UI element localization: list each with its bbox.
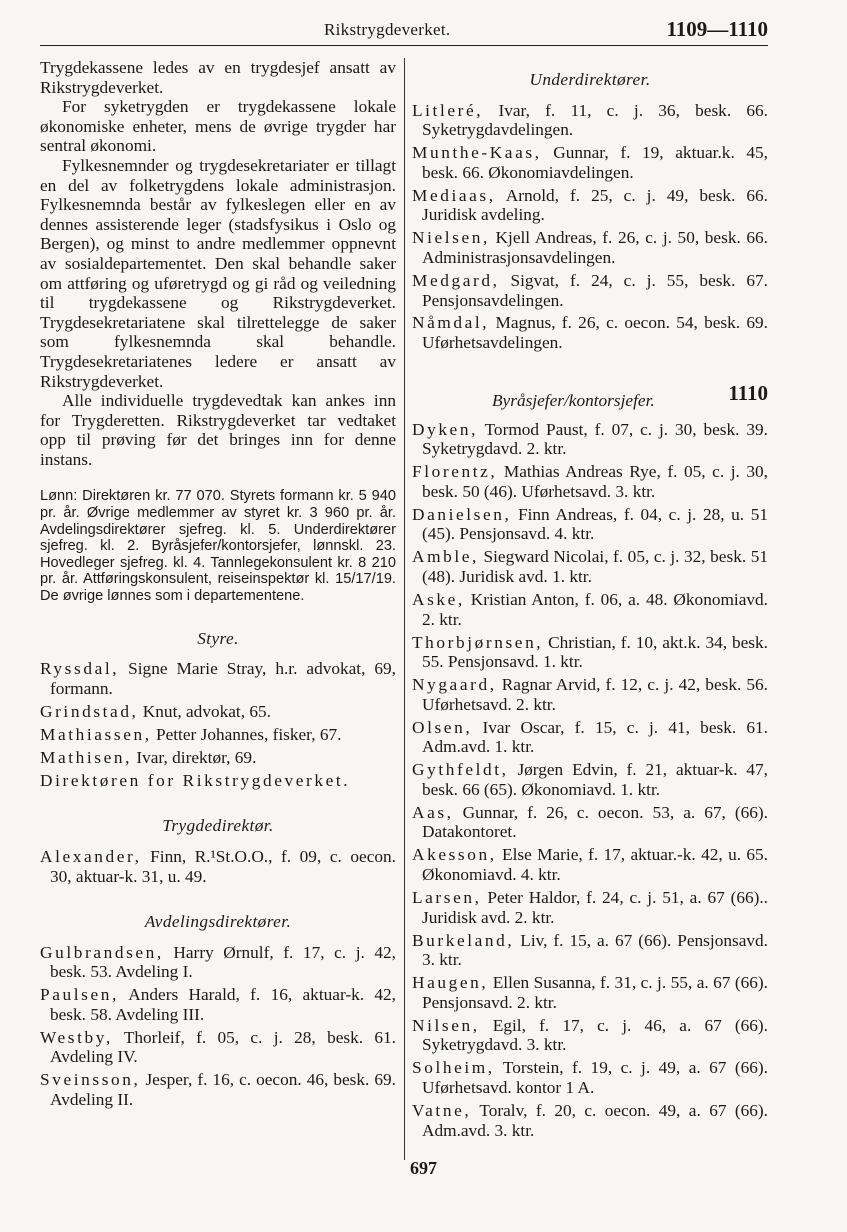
list-item <box>412 1016 768 1055</box>
column-divider <box>404 58 405 1160</box>
list-item <box>412 505 768 544</box>
person-name: Nygaard, <box>412 675 497 695</box>
person-name: Larsen, <box>412 888 482 908</box>
person-name: Westby, <box>40 1027 113 1047</box>
person-name: Paulsen, <box>40 985 119 1005</box>
list-item <box>412 1058 768 1097</box>
person-name: Haugen, <box>412 973 489 993</box>
person-details: Arnold, f. 25, c. j. 49, besk. 66. Juridisk avdeling. <box>422 185 768 225</box>
list-item <box>412 462 768 501</box>
person-name: Amble, <box>412 547 479 567</box>
page-header <box>40 0 768 46</box>
list-item <box>412 547 768 586</box>
list-item <box>40 725 396 745</box>
list-item <box>412 271 768 310</box>
person-name: Dyken, <box>412 419 478 439</box>
list-item <box>412 845 768 884</box>
person-details: Kristian Anton, f. 06, a. 48. Økonomiavd. 2. ktr. <box>422 589 768 629</box>
person-details: Kjell Andreas, f. 26, c. j. 50, besk. 66. Administrasjonsavdelingen. <box>422 228 768 267</box>
list-item <box>412 590 768 629</box>
person-details: Liv, f. 15, a. 67 (66). Pensjonsavd. 3. ktr. <box>422 930 768 970</box>
person-name: Danielsen, <box>412 504 512 524</box>
person-details: Thorleif, f. 05, c. j. 28, besk. 61. Avdeling IV. <box>50 1027 396 1067</box>
header-rule <box>40 45 768 46</box>
person-name: Vatne, <box>412 1100 472 1120</box>
intro-paragraph: Alle individuelle trygdevedtak kan ankes inn for Trygderetten. Rikstrygdeverket tar vedtaket opp til prøving før det bringes inn for denne instans. <box>40 391 396 469</box>
trygdedirektor-list <box>40 847 396 886</box>
person-name: Mathisen, <box>40 747 133 767</box>
person-name: Akesson, <box>412 845 497 865</box>
person-name: Solheim, <box>412 1058 495 1078</box>
list-item <box>412 101 768 140</box>
person-details: Gunnar, f. 26, c. oecon. 53, a. 67, (66). Datakontoret. <box>422 802 768 842</box>
person-details: Finn, R.¹St.O.O., f. 09, c. oecon. 30, aktuar-k. 31, u. 49. <box>50 846 396 886</box>
column-marker: 1110 <box>728 380 768 405</box>
person-name: Direktøren for Rikstrygdeverket. <box>40 770 351 790</box>
person-details: Egil, f. 17, c. j. 46, a. 67 (66). Syketrygdavd. 3. ktr. <box>422 1015 768 1055</box>
list-item <box>412 186 768 225</box>
person-details: Signe Marie Stray, h.r. advokat, 69, formann. <box>50 659 396 698</box>
list-item <box>40 659 396 698</box>
list-item <box>40 748 396 768</box>
intro-paragraph: Trygdekassene ledes av en trygdesjef ansatt av Rikstrygdeverket. <box>40 58 396 97</box>
styre-list <box>40 659 396 790</box>
list-item <box>412 633 768 672</box>
section-heading-styre: Styre. <box>197 628 239 648</box>
section-heading-underdirektorer: Underdirektører. <box>529 70 651 89</box>
person-name: Florentz, <box>412 462 498 482</box>
byrasjefer-list <box>412 420 768 1140</box>
person-details: Ivar Oscar, f. 15, c. j. 41, besk. 61. Adm.avd. 1. ktr. <box>422 717 768 757</box>
person-details: Siegward Nicolai, f. 05, c. j. 32, besk. 51 (48). Juridisk avd. 1. ktr. <box>422 547 768 586</box>
person-name: Grindstad, <box>40 701 139 721</box>
person-name: Alexander, <box>40 846 142 866</box>
person-details: Anders Harald, f. 16, aktuar-k. 42, besk. 58. Avdeling III. <box>50 985 396 1024</box>
person-name: Aske, <box>412 589 465 609</box>
section-heading-byrasjefer-block <box>412 380 768 412</box>
list-item <box>412 803 768 842</box>
list-item <box>412 1101 768 1140</box>
person-details: Christian, f. 10, akt.k. 34, besk. 55. Pensjonsavd. 1. ktr. <box>422 632 768 672</box>
person-details: Toralv, f. 20, c. oecon. 49, a. 67 (66). Adm.avd. 3. ktr. <box>422 1100 768 1140</box>
list-item <box>40 943 396 982</box>
person-details: Torstein, f. 19, c. j. 49, a. 67 (66). Uførhetsavd. kontor 1 A. <box>422 1058 768 1097</box>
person-details: Sigvat, f. 24, c. j. 55, besk. 67. Pensjonsavdelingen. <box>422 270 768 310</box>
person-details: Peter Haldor, f. 24, c. j. 51, a. 67 (66).. Juridisk avd. 2. ktr. <box>422 888 768 927</box>
left-column <box>40 58 396 1113</box>
list-item <box>412 228 768 267</box>
list-item <box>412 888 768 927</box>
intro-paragraph: Fylkesnemnder og trygdesekretariater er tillagt en del av folketrygdens lokale administrasjon. Fylkesnemnda består av fylkeslegen eller en av dennes assisterende leger (stadsfysikus i Oslo og Bergen), og minst to andre medlemmer oppnevnt av sosialdepartementet. Den skal behandle saker om attføring og uføretrygd og gi råd og veiledning til trygdekassene og Rikstrygdeverket. Trygdesekretariatene skal tilrettelegge de saker som fylkesnemnda skal behandle. Trygdesekretariatenes ledere er ansatt av Rikstrygdeverket. <box>40 155 396 391</box>
running-title: Rikstrygdeverket. <box>324 20 451 39</box>
person-details: Finn Andreas, f. 04, c. j. 28, u. 51 (45). Pensjonsavd. 4. ktr. <box>422 504 768 544</box>
section-heading-avdelingsdirektorer: Avdelingsdirektører. <box>144 912 292 932</box>
list-item <box>412 931 768 970</box>
list-item <box>412 313 768 352</box>
person-name: Munthe-Kaas, <box>412 143 542 163</box>
person-details: Ellen Susanna, f. 31, c. j. 55, a. 67 (66). Pensjonsavd. 2. ktr. <box>422 973 768 1012</box>
person-details: Ivar, direktør, 69. <box>132 747 257 767</box>
salary-note: Lønn: Direktøren kr. 77 070. Styrets formann kr. 5 940 pr. år. Øvrige medlemmer av styret kr. 3 960 pr. år. Avdelingsdirektører sjefreg. kl. 5. Underdirektører sjefreg. kl. 2. Byråsjefer/kontorsjefer, lønnskl. 23. Hovedleger sjefreg. kl. 4. Tannlegekonsulent kr. 8 210 pr. år. Attføringskonsulent, reiseinspektør kl. 15/17/19. De øvrige lønnes som i departementene. <box>40 488 396 605</box>
section-heading-trygdedirektor: Trygdedirektør. <box>162 816 274 836</box>
person-name: Litleré, <box>412 100 484 120</box>
person-details: Harry Ørnulf, f. 17, c. j. 42, besk. 53. Avdeling I. <box>50 942 396 982</box>
list-item <box>40 702 396 722</box>
person-details: Jørgen Edvin, f. 21, aktuar-k. 47, besk. 66 (65). Økonomiavd. 1. ktr. <box>422 760 768 799</box>
person-name: Nielsen, <box>412 228 490 248</box>
list-item <box>412 675 768 714</box>
right-column <box>412 70 768 1144</box>
list-item <box>412 760 768 799</box>
person-details: Ragnar Arvid, f. 12, c. j. 42, besk. 56. Uførhetsavd. 2. ktr. <box>422 675 768 714</box>
person-name: Aas, <box>412 802 454 822</box>
underdirektorer-list <box>412 101 768 353</box>
list-item <box>412 420 768 459</box>
person-name: Nilsen, <box>412 1015 480 1035</box>
person-name: Olsen, <box>412 717 473 737</box>
person-details: Petter Johannes, fisker, 67. <box>151 724 342 744</box>
person-name: Gulbrandsen, <box>40 942 164 962</box>
list-item <box>412 143 768 182</box>
section-heading-byrasjefer: Byråsjefer/kontorsjefer. <box>492 390 655 410</box>
person-details: Knut, advokat, 65. <box>138 701 271 721</box>
person-name: Sveinsson, <box>40 1070 141 1090</box>
list-item <box>40 1070 396 1109</box>
column-numbers: 1109—1110 <box>666 17 768 41</box>
intro-paragraph: For syketrygden er trygdekassene lokale økonomiske enheter, mens de øvrige trygder har sentral økonomi. <box>40 97 396 156</box>
page-number: 697 <box>410 1158 437 1178</box>
person-details: Mathias Andreas Rye, f. 05, c. j. 30, besk. 50 (46). Uførhetsavd. 3. ktr. <box>422 462 768 501</box>
person-name: Burkeland, <box>412 930 515 950</box>
person-name: Gythfeldt, <box>412 760 509 780</box>
person-name: Ryssdal, <box>40 659 120 679</box>
list-item <box>412 973 768 1012</box>
person-name: Nåmdal, <box>412 313 490 333</box>
person-name: Mathiassen, <box>40 724 152 744</box>
list-item <box>40 985 396 1024</box>
person-details: Tormod Paust, f. 07, c. j. 30, besk. 39. Syketrygdavd. 2. ktr. <box>422 419 768 459</box>
avdelingsdirektorer-list <box>40 943 396 1110</box>
list-item <box>40 1028 396 1067</box>
person-details: Else Marie, f. 17, aktuar.-k. 42, u. 65. Økonomiavd. 4. ktr. <box>422 845 768 885</box>
person-details: Magnus, f. 26, c. oecon. 54, besk. 69. Uførhetsavdelingen. <box>422 313 768 353</box>
person-details: Gunnar, f. 19, aktuar.k. 45, besk. 66. Økonomiavdelingen. <box>422 143 768 182</box>
person-name: Medgard, <box>412 270 500 290</box>
person-name: Thorbjørnsen, <box>412 632 544 652</box>
list-item <box>40 847 396 886</box>
list-item <box>412 718 768 757</box>
list-item <box>40 771 396 791</box>
person-details: Jesper, f. 16, c. oecon. 46, besk. 69. Avdeling II. <box>50 1070 396 1110</box>
person-name: Mediaas, <box>412 185 496 205</box>
person-details: Ivar, f. 11, c. j. 36, besk. 66. Syketrygdavdelingen. <box>422 100 768 140</box>
